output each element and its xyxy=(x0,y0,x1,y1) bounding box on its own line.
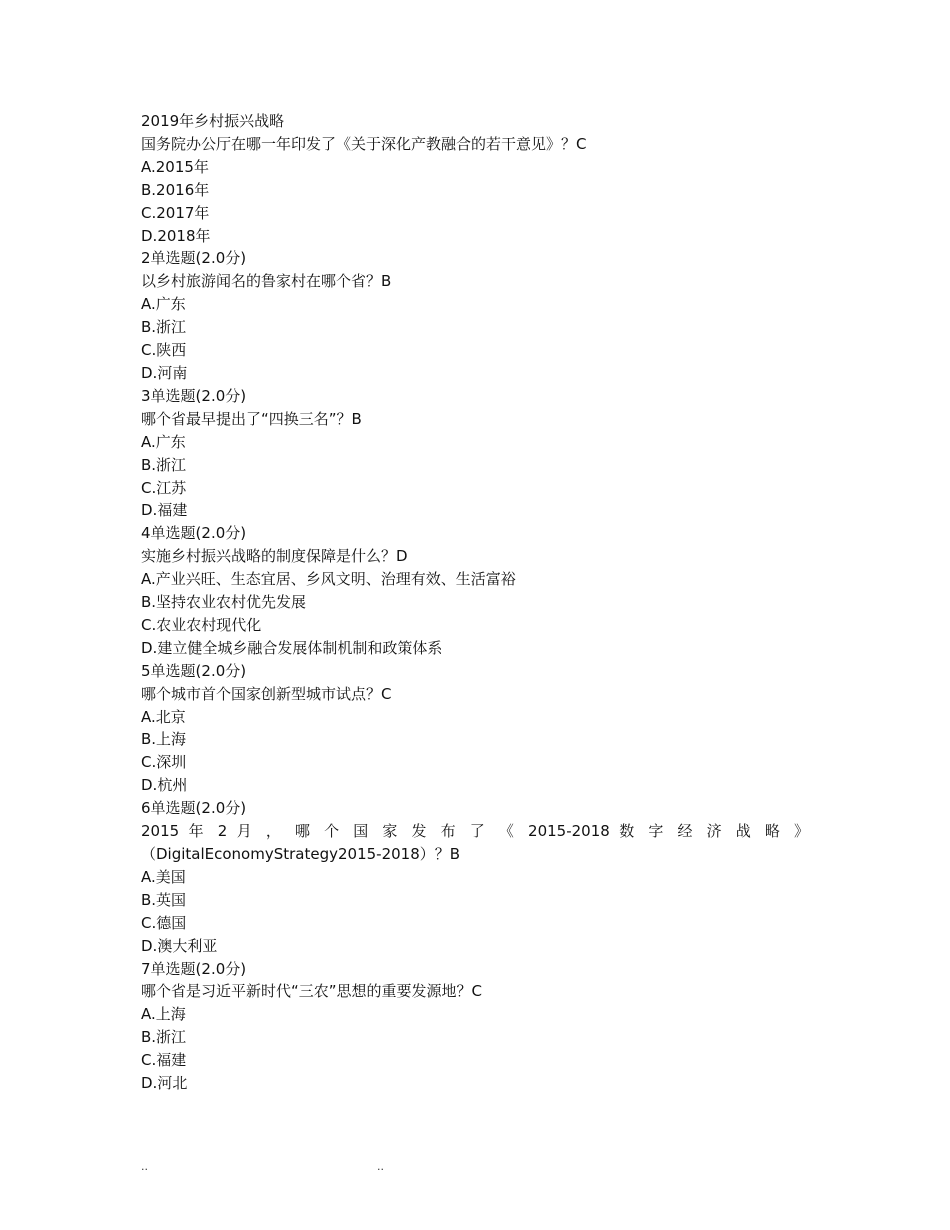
option-b: B.上海 xyxy=(141,730,187,749)
question-header: 5单选题(2.0分) xyxy=(141,661,247,680)
option-b: B.浙江 xyxy=(141,1028,187,1047)
question-block xyxy=(141,133,809,248)
option-c: C.江苏 xyxy=(141,478,187,497)
question-header: 2单选题(2.0分) xyxy=(141,249,247,268)
question-text: 实施乡村振兴战略的制度保障是什么？D xyxy=(141,547,408,566)
question-block xyxy=(141,247,809,384)
question-text: 哪个城市首个国家创新型城市试点？C xyxy=(141,684,392,703)
option-c: C.深圳 xyxy=(141,753,187,772)
option-a: A.北京 xyxy=(141,707,186,726)
option-d: D.建立健全城乡融合发展体制机制和政策体系 xyxy=(141,638,443,657)
option-a: A.产业兴旺、生态宜居、乡风文明、治理有效、生活富裕 xyxy=(141,570,516,589)
question-block xyxy=(141,522,809,659)
option-b: B.坚持农业农村优先发展 xyxy=(141,593,307,612)
footer-left-marker: .. xyxy=(141,1160,148,1173)
option-a: A.上海 xyxy=(141,1005,186,1024)
option-d: D.澳大利亚 xyxy=(141,936,218,955)
option-c: C.2017年 xyxy=(141,203,210,222)
question-text: 国务院办公厅在哪一年印发了《关于深化产教融合的若干意见》？C xyxy=(141,134,587,153)
question-block xyxy=(141,660,809,797)
document-title: 2019年乡村振兴战略 xyxy=(141,112,285,130)
option-b: B.浙江 xyxy=(141,318,187,337)
question-text-line-2: （DigitalEconomyStrategy2015-2018）？B xyxy=(141,845,461,863)
option-b: B.英国 xyxy=(141,890,187,909)
option-a: A.美国 xyxy=(141,867,186,886)
question-header: 7单选题(2.0分) xyxy=(141,959,247,978)
option-d: D.河南 xyxy=(141,363,188,382)
option-b: B.浙江 xyxy=(141,455,187,474)
question-block xyxy=(141,958,809,1095)
option-a: A.2015年 xyxy=(141,157,209,176)
question-text: 哪个省最早提出了“四换三名”？B xyxy=(141,409,362,428)
option-c: C.德国 xyxy=(141,913,187,932)
option-d: D.2018年 xyxy=(141,226,211,245)
option-c: C.农业农村现代化 xyxy=(141,615,262,634)
question-text: 以乡村旅游闻名的鲁家村在哪个省？B xyxy=(141,272,392,291)
question-header: 6单选题(2.0分) xyxy=(141,799,247,818)
question-text-line-1: 2015 年 2 月 ， 哪 个 国 家 发 布 了 《 2015-2018 数 字 经 济 战 略 》 xyxy=(141,822,809,841)
option-a: A.广东 xyxy=(141,432,186,451)
option-d: D.杭州 xyxy=(141,776,188,795)
question-header: 4单选题(2.0分) xyxy=(141,524,247,543)
question-header: 3单选题(2.0分) xyxy=(141,386,247,405)
option-d: D.福建 xyxy=(141,501,188,520)
option-a: A.广东 xyxy=(141,295,186,314)
document-body xyxy=(141,110,809,1095)
option-c: C.陕西 xyxy=(141,341,187,360)
question-block xyxy=(141,385,809,522)
question-text: 哪个省是习近平新时代“三农”思想的重要发源地？C xyxy=(141,982,483,1001)
option-b: B.2016年 xyxy=(141,180,210,199)
option-c: C.福建 xyxy=(141,1051,187,1070)
option-d: D.河北 xyxy=(141,1074,188,1093)
footer-right-marker: .. xyxy=(377,1160,384,1173)
question-block xyxy=(141,797,809,957)
